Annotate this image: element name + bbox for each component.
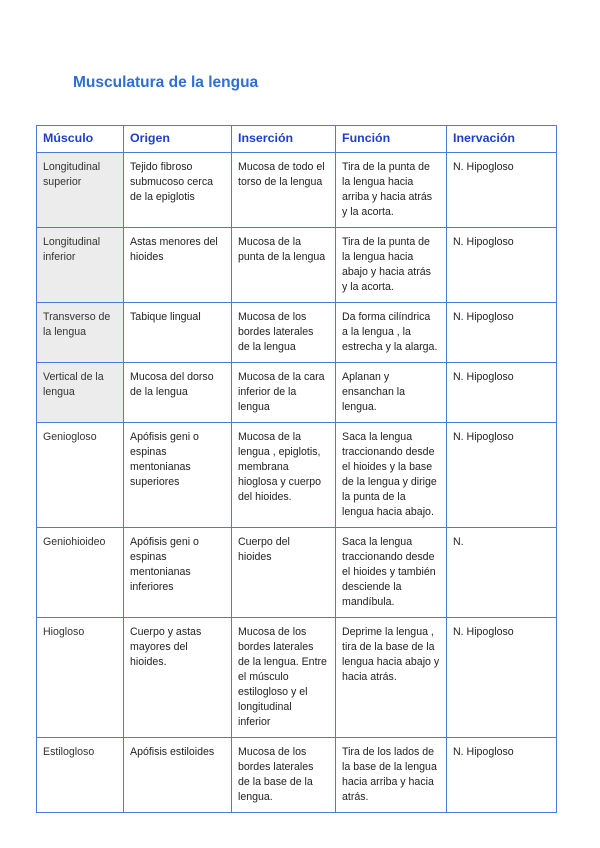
page-title: Musculatura de la lengua [73,74,259,91]
cell-insertion: Mucosa de la punta de la lengua [232,228,336,303]
cell-function: Tira de los lados de la base de la lengua hacia arriba y hacia atrás. [336,738,447,813]
table-row [37,228,557,303]
cell-origin: Apófisis geni o espinas mentonianas inferiores [124,528,232,618]
cell-innervation: N. Hipogloso [447,303,557,363]
cell-muscle: Longitudinal inferior [37,228,124,303]
cell-insertion: Mucosa de los bordes laterales de la base de la lengua. [232,738,336,813]
cell-muscle: Hiogloso [37,618,124,738]
cell-origin: Astas menores del hioides [124,228,232,303]
table-row [37,528,557,618]
cell-function: Deprime la lengua , tira de la base de la lengua hacia abajo y hacia atrás. [336,618,447,738]
cell-innervation: N. Hipogloso [447,228,557,303]
cell-insertion: Mucosa de la lengua , epiglotis, membrana hioglosa y cuerpo del hioides. [232,423,336,528]
cell-muscle: Longitudinal superior [37,153,124,228]
header-origen: Origen [124,126,232,153]
cell-origin: Cuerpo y astas mayores del hioides. [124,618,232,738]
table-row [37,153,557,228]
cell-muscle: Geniogloso [37,423,124,528]
header-insercion: Inserción [232,126,336,153]
cell-origin: Apófisis estiloides [124,738,232,813]
cell-origin: Mucosa del dorso de la lengua [124,363,232,423]
cell-function: Aplanan y ensanchan la lengua. [336,363,447,423]
header-musculo: Músculo [37,126,124,153]
cell-insertion: Mucosa de los bordes laterales de la lengua [232,303,336,363]
cell-insertion: Mucosa de la cara inferior de la lengua [232,363,336,423]
cell-innervation: N. Hipogloso [447,618,557,738]
cell-innervation: N. Hipogloso [447,738,557,813]
table-row [37,303,557,363]
table-header-row [37,126,557,153]
cell-muscle: Vertical de la lengua [37,363,124,423]
table-row [37,423,557,528]
muscles-table [36,125,557,813]
header-inervacion: Inervación [447,126,557,153]
cell-function: Tira de la punta de la lengua hacia arriba y hacia atrás y la acorta. [336,153,447,228]
cell-insertion: Cuerpo del hioides [232,528,336,618]
cell-function: Saca la lengua traccionando desde el hioides y también desciende la mandíbula. [336,528,447,618]
cell-function: Saca la lengua traccionando desde el hioides y la base de la lengua y dirige la punta de la lengua hacia abajo. [336,423,447,528]
cell-muscle: Estilogloso [37,738,124,813]
cell-innervation: N. Hipogloso [447,423,557,528]
cell-origin: Tejido fibroso submucoso cerca de la epiglotis [124,153,232,228]
cell-muscle: Geniohioideo [37,528,124,618]
cell-origin: Tabique lingual [124,303,232,363]
table-row [37,618,557,738]
cell-function: Tira de la punta de la lengua hacia abajo y hacia atrás y la acorta. [336,228,447,303]
cell-function: Da forma cilíndrica a la lengua , la estrecha y la alarga. [336,303,447,363]
cell-innervation: N. Hipogloso [447,153,557,228]
header-funcion: Función [336,126,447,153]
cell-insertion: Mucosa de los bordes laterales de la lengua. Entre el músculo estilogloso y el longitudinal inferior [232,618,336,738]
cell-innervation: N. [447,528,557,618]
cell-innervation: N. Hipogloso [447,363,557,423]
cell-insertion: Mucosa de todo el torso de la lengua [232,153,336,228]
cell-muscle: Transverso de la lengua [37,303,124,363]
table-row [37,738,557,813]
cell-origin: Apófisis geni o espinas mentonianas superiores [124,423,232,528]
table-row [37,363,557,423]
